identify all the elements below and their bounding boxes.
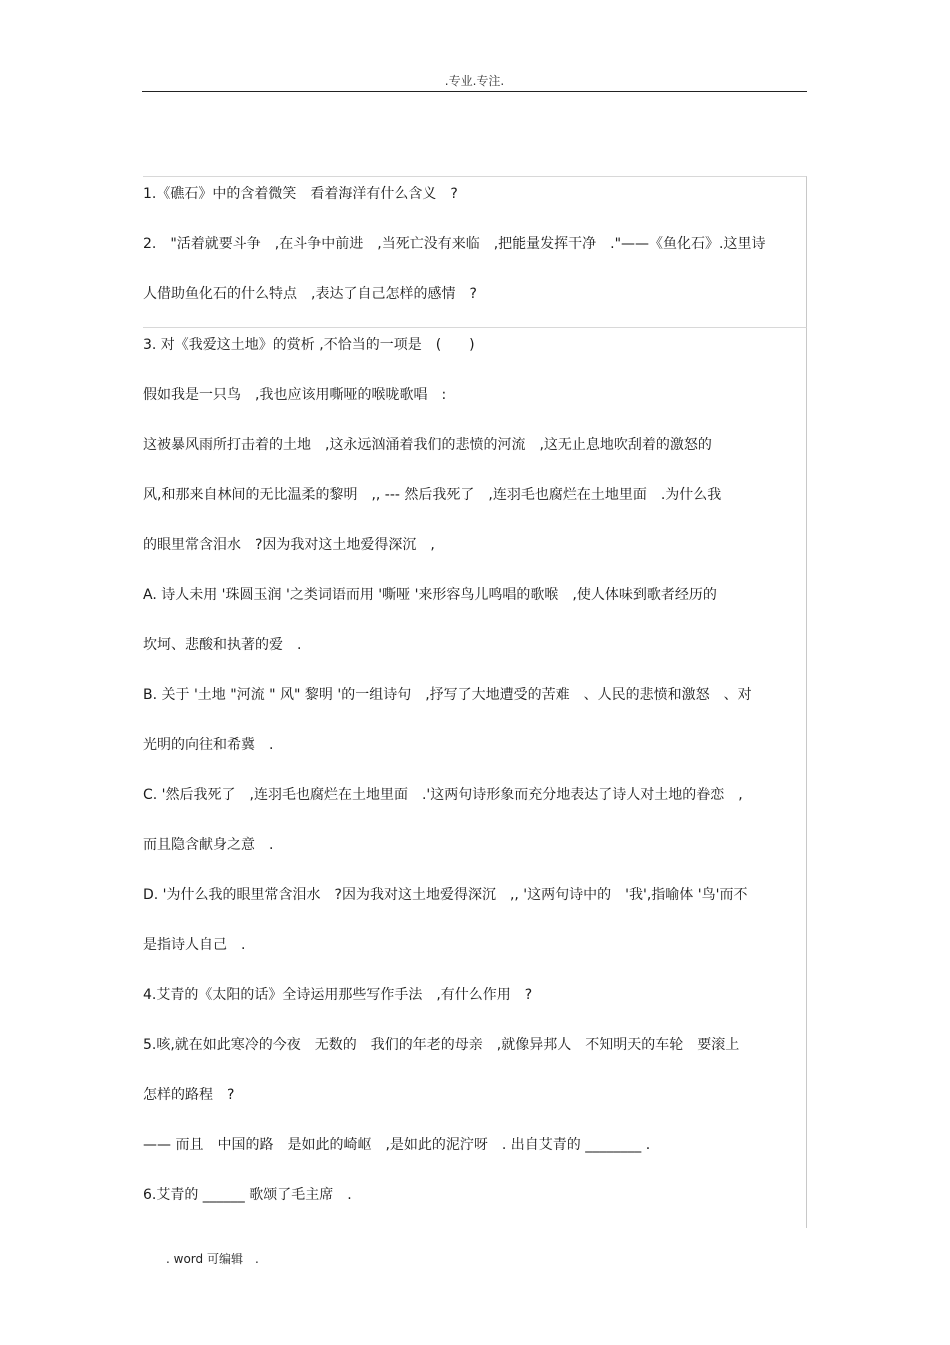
- option-b-line-2: 光明的向往和希冀 .: [143, 728, 807, 778]
- question-5-line-1: 5.咳,就在如此寒冷的今夜 无数的 我们的年老的母亲 ,就像异邦人 不知明天的车轮 要滚上: [143, 1028, 807, 1078]
- page-footer: . word 可编辑 .: [166, 1252, 259, 1266]
- document-body: [143, 176, 807, 1228]
- poem-line-4: 的眼里常含泪水 ?因为我对这土地爱得深沉 ,: [143, 528, 807, 578]
- question-5-line-3: —— 而且 中国的路 是如此的崎岖 ,是如此的泥泞呀 . 出自艾青的 ________ .: [143, 1128, 807, 1178]
- option-b-line-1: B. 关于 '土地 "河流 " 风" 黎明 '的一组诗句 ,抒写了大地遭受的苦难 、人民的悲愤和激怒 、对: [143, 678, 807, 728]
- option-c-line-2: 而且隐含献身之意 .: [143, 828, 807, 878]
- option-a-line-2: 坎坷、悲酸和执著的爱 .: [143, 628, 807, 678]
- question-5-line-2: 怎样的路程 ?: [143, 1078, 807, 1128]
- question-1: 1.《礁石》中的含着微笑 看着海洋有什么含义 ?: [143, 176, 807, 227]
- option-d-line-2: 是指诗人自己 .: [143, 928, 807, 978]
- question-2-line-2: 人借助鱼化石的什么特点 ,表达了自己怎样的感情 ?: [143, 277, 807, 327]
- question-4: 4.艾青的《太阳的话》全诗运用那些写作手法 ,有什么作用 ?: [143, 978, 807, 1028]
- header-divider: [142, 91, 807, 92]
- question-6: 6.艾青的 ______ 歌颂了毛主席 .: [143, 1178, 807, 1228]
- poem-line-1: 假如我是一只鸟 ,我也应该用嘶哑的喉咙歌唱 :: [143, 378, 807, 428]
- page-header: .专业.专注.: [444, 74, 505, 88]
- poem-line-3: 风,和那来自林间的无比温柔的黎明 ,, --- 然后我死了 ,连羽毛也腐烂在土地里面 .为什么我: [143, 478, 807, 528]
- question-2-line-1: 2. "活着就要斗争 ,在斗争中前进 ,当死亡没有来临 ,把能量发挥干净 ."——《鱼化石》.这里诗: [143, 227, 807, 277]
- option-a-line-1: A. 诗人未用 '珠圆玉润 '之类词语而用 '嘶哑 '来形容鸟儿鸣唱的歌喉 ,使人体味到歌者经历的: [143, 578, 807, 628]
- option-c-line-1: C. '然后我死了 ,连羽毛也腐烂在土地里面 .'这两句诗形象而充分地表达了诗人对土地的眷恋 ,: [143, 778, 807, 828]
- poem-line-2: 这被暴风雨所打击着的土地 ,这永远汹涌着我们的悲愤的河流 ,这无止息地吹刮着的激怒的: [143, 428, 807, 478]
- question-3: 3. 对《我爱这土地》的赏析 ,不恰当的一项是 ( ): [143, 327, 807, 378]
- option-d-line-1: D. '为什么我的眼里常含泪水 ?因为我对这土地爱得深沉 ,, '这两句诗中的 '我',指喻体 '鸟'而不: [143, 878, 807, 928]
